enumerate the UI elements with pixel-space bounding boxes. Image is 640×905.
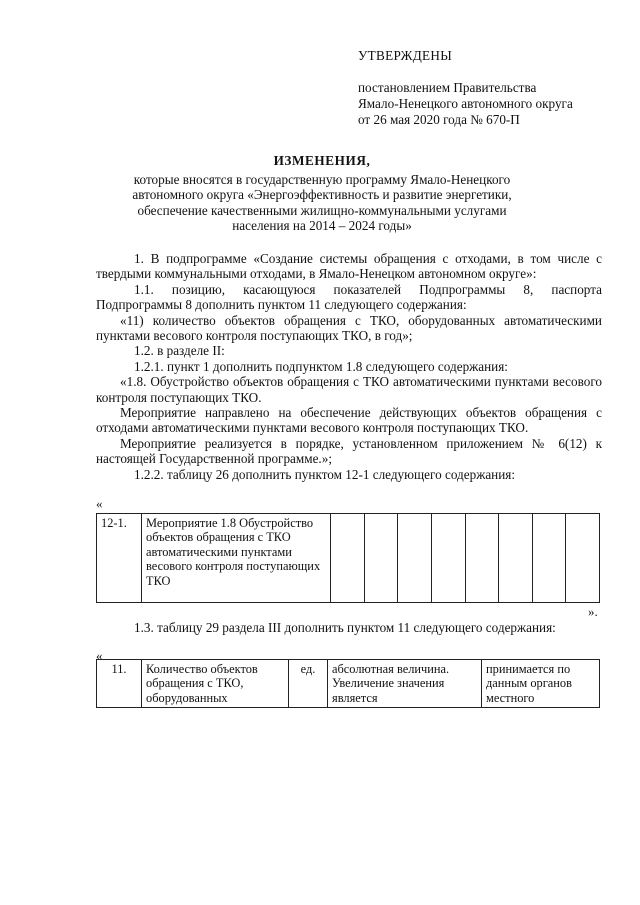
table-cell-empty <box>566 514 600 603</box>
table-cell-empty <box>431 514 465 603</box>
body-section-2 <box>96 620 602 635</box>
document-title: ИЗМЕНЕНИЯ, <box>273 153 371 168</box>
approval-title: УТВЕРЖДЕНЫ <box>358 48 453 63</box>
table-cell-empty <box>532 514 566 603</box>
table-cell-number: 12-1. <box>97 514 142 603</box>
table-cell-empty <box>398 514 432 603</box>
table-cell-empty <box>465 514 499 603</box>
table-cell-name: Количество объектов обращения с ТКО, оборудованных <box>142 660 289 708</box>
approval-line: постановлением Правительства <box>358 80 537 95</box>
paragraph: Мероприятие реализуется в порядке, установленном приложением № 6(12) к настоящей Государственной программе.»; <box>96 435 602 467</box>
table-cell-source: принимается по данным органов местного <box>482 660 600 708</box>
paragraph: Мероприятие направлено на обеспечение действующих объектов обращения с отходами автоматическими пунктами весового контроля поступающих ТКО. <box>96 405 602 436</box>
header-line: которые вносятся в государственную программу Ямало-Ненецкого <box>133 171 511 187</box>
table-cell-unit: ед. <box>289 660 328 708</box>
table-cell-number: 11. <box>97 660 142 708</box>
paragraph: 1.1. позицию, касающуюся показателей Подпрограммы 8, паспорта Подпрограммы 8 дополнить пунктом 11 следующего содержания: <box>96 281 602 313</box>
approval-line: Ямало-Ненецкого автономного округа <box>358 96 573 111</box>
table-29-addition <box>96 659 600 708</box>
quote-open: « <box>96 496 103 511</box>
paragraph: «1.8. Обустройство объектов обращения с ТКО автоматическими пунктами весового контроля поступающих ТКО. <box>96 374 602 405</box>
body-section-1 <box>96 251 602 482</box>
table-26-addition <box>96 513 600 603</box>
paragraph: 1.2.1. пункт 1 дополнить подпунктом 1.8 следующего содержания: <box>134 358 508 374</box>
table-row <box>97 660 600 708</box>
paragraph: «11) количество объектов обращения с ТКО, оборудованных автоматическими пунктами весового контроля поступающих ТКО, в год»; <box>96 312 602 344</box>
paragraph: 1.3. таблицу 29 раздела III дополнить пунктом 11 следующего содержания: <box>134 620 556 635</box>
table-cell-empty <box>499 514 533 603</box>
paragraph: 1. В подпрограмме «Создание системы обращения с отходами, в том числе с твердыми коммунальными отходами, в Ямало-Ненецком автономном округе»: <box>96 251 602 282</box>
table-row <box>97 514 600 603</box>
paragraph: 1.2.2. таблицу 26 дополнить пунктом 12-1 следующего содержания: <box>134 466 516 482</box>
approval-block <box>358 48 573 128</box>
header-line: обеспечение качественными жилищно-коммунальными услугами <box>137 202 507 218</box>
quote-open: « <box>96 648 103 663</box>
paragraph: 1.2. в разделе II: <box>134 343 225 359</box>
header-line: населения на 2014 – 2024 годы» <box>232 218 412 234</box>
header-line: автономного округа «Энергоэффективность и развитие энергетики, <box>132 187 512 203</box>
table-cell-method: абсолютная величина. Увеличение значения является <box>328 660 482 708</box>
document-header <box>96 153 548 234</box>
quote-close: ». <box>588 604 598 619</box>
table-cell-text: Мероприятие 1.8 Обустройство объектов обращения с ТКО автоматическими пунктами весового контроля поступающих ТКО <box>142 514 331 603</box>
approval-line: от 26 мая 2020 года № 670-П <box>358 112 520 127</box>
table-cell-empty <box>364 514 398 603</box>
table-cell-empty <box>331 514 365 603</box>
